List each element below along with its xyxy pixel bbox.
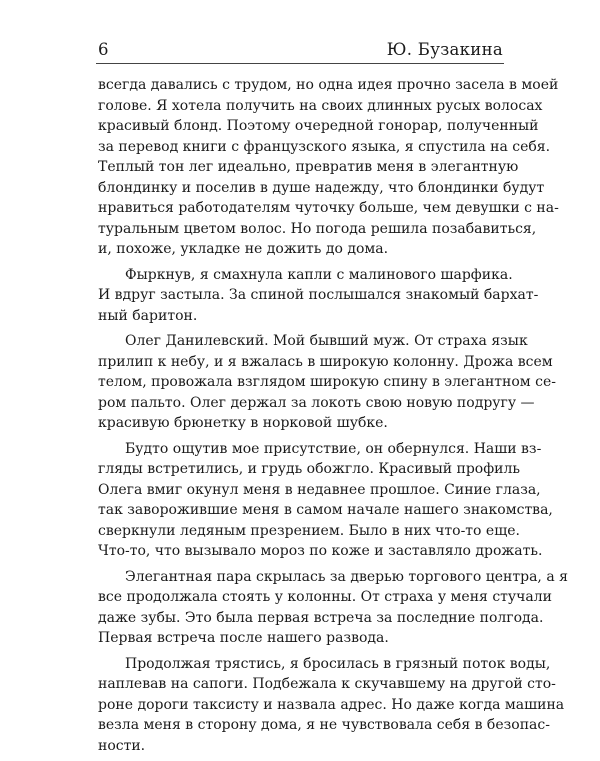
text-line: Олег Данилевский. Мой бывший муж. От страха язык — [125, 333, 528, 349]
text-line: Фыркнув, я смахнула капли с малинового шарфика. — [125, 266, 513, 283]
text-line: Элегантная пара скрылась за дверью торгового центра, а я — [125, 568, 568, 585]
text-line: даже зубы. Это была первая встреча за последние полгода. — [98, 609, 544, 626]
text-line: красивую брюнетку в норковой шубке. — [98, 415, 388, 431]
text-line: и, похоже, укладке не дожить до дома. — [98, 241, 389, 257]
text-line: за перевод книги с французского языка, я спустила на себя. — [98, 138, 551, 155]
text-line: нравиться работодателям чуточку больше, чем девушки с на- — [98, 200, 559, 216]
text-line: везла меня в сторону дома, я не чувствовала себя в безопас- — [98, 717, 550, 733]
paragraph — [98, 265, 539, 327]
text-line: всегда давались с трудом, но одна идея прочно засела в моей — [98, 77, 559, 93]
text-line: телом, провожала взглядом широкую спину в элегантном се- — [98, 374, 557, 390]
paragraph — [98, 654, 565, 757]
running-head-author: Ю. Бузакина — [386, 40, 503, 59]
paragraph — [98, 567, 568, 649]
text-line: роне дороги таксисту и назвала адрес. Но даже когда машина — [98, 696, 565, 713]
page-number: 6 — [98, 40, 109, 59]
text-line: Первая встреча после нашего развода. — [98, 630, 389, 646]
text-line: ром пальто. Олег держал за локоть свою новую подругу — — [98, 394, 535, 411]
paragraph — [98, 75, 559, 260]
text-line: ный баритон. — [98, 307, 198, 324]
text-line: Что-то, что вызывало мороз по коже и заставляло дрожать. — [98, 543, 543, 559]
text-line: голове. Я хотела получить на своих длинных русых волосах — [98, 97, 543, 114]
text-line: красивый блонд. Поэтому очередной гонорар, полученный — [98, 118, 539, 134]
text-line: так заворожившие меня в самом начале нашего знакомства, — [98, 502, 553, 518]
paragraph — [98, 439, 553, 562]
text-line: туральным цветом волос. Но погода решила позабавиться, — [98, 220, 537, 237]
text-line: И вдруг застыла. За спиной послышался знакомый бархат- — [98, 287, 539, 303]
text-line: ности. — [98, 737, 146, 754]
text-line: сверкнули ледяным презрением. Было в них что-то еще. — [98, 522, 520, 539]
body-text — [98, 75, 568, 761]
text-line: Будто ощутив мое присутствие, он обернулся. Наши вз- — [125, 440, 542, 457]
text-line: все продолжала стоять у колонны. От страха у меня стучали — [98, 589, 552, 605]
text-line: прилип к небу, и я вжалась в широкую колонну. Дрожа всем — [98, 353, 553, 370]
paragraph — [98, 331, 557, 434]
text-line: Теплый тон лег идеально, превратив меня в элегантную — [98, 159, 519, 175]
text-line: наплевав на сапоги. Подбежала к скучавшему на другой сто- — [98, 676, 556, 692]
text-line: Олега вмиг окунул меня в недавнее прошлое. Синие глаза, — [98, 481, 541, 498]
header-rule — [96, 63, 504, 64]
text-line: блондинку и поселив в душе надежду, что блондинки будут — [98, 179, 545, 196]
text-line: Продолжая трястись, я бросилась в грязный поток воды, — [125, 655, 551, 672]
text-line: гляды встретились, и грудь обожгло. Красивый профиль — [98, 461, 521, 477]
